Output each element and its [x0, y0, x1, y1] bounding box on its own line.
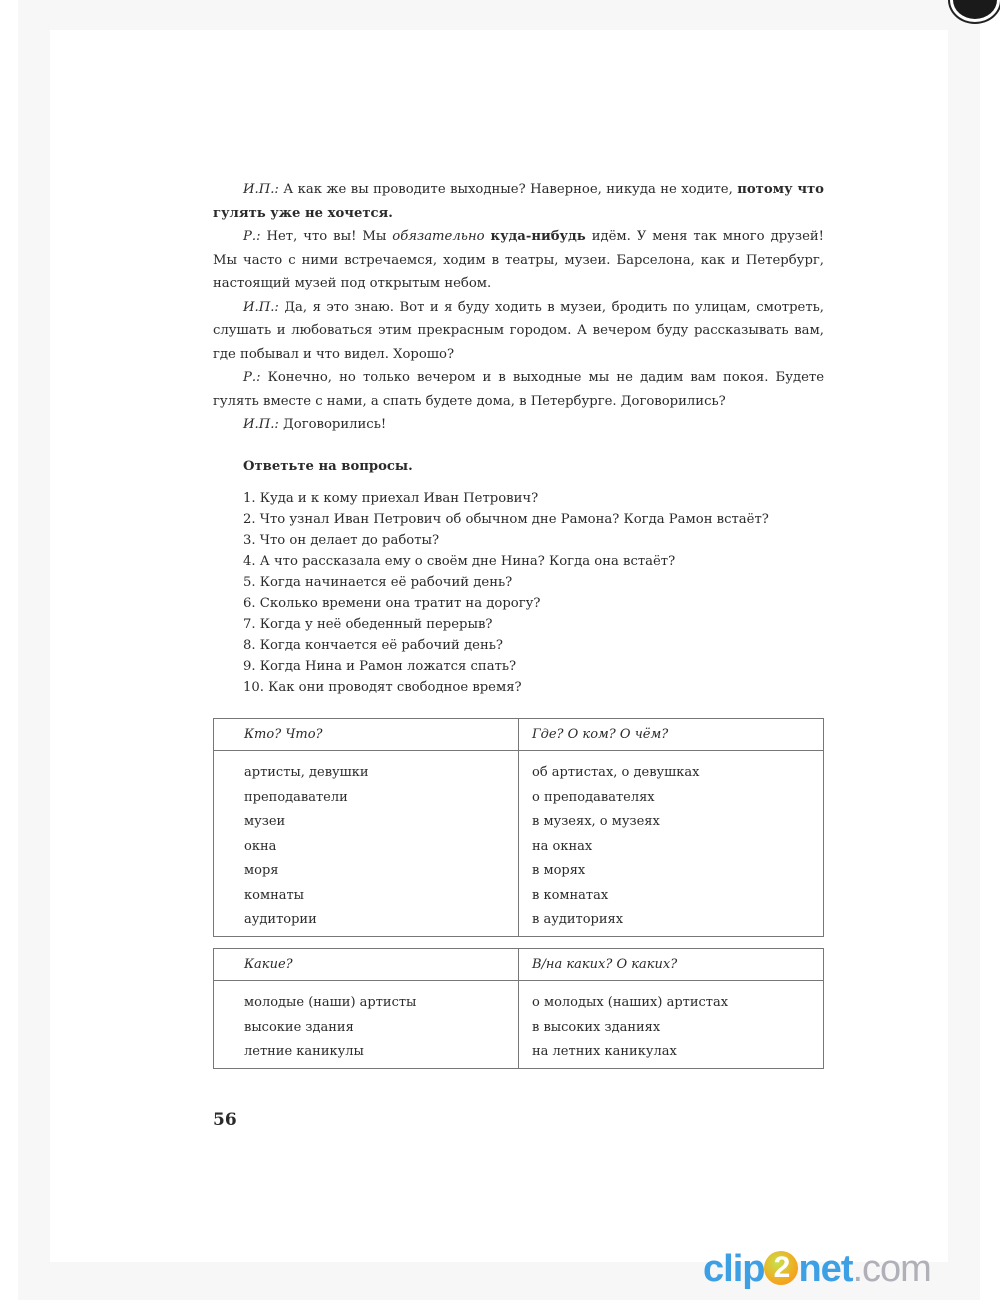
table-cell: в комнатах	[519, 884, 824, 909]
watermark-logo-icon: 2	[764, 1251, 798, 1285]
table-header: Какие?	[214, 949, 519, 981]
dialogue-bold-text: куда-нибудь	[490, 229, 586, 244]
table-cell: об артистах, о девушках	[519, 751, 824, 786]
table-row	[214, 908, 824, 936]
dialogue-line	[213, 178, 824, 225]
table-row	[214, 859, 824, 884]
table-header: Где? О ком? О чём?	[519, 719, 824, 751]
table-cell: комнаты	[214, 884, 519, 909]
table-header: Кто? Что?	[214, 719, 519, 751]
table-cell: в высоких зданиях	[519, 1016, 824, 1041]
question-item: 5. Когда начинается её рабочий день?	[243, 575, 513, 590]
watermark-text: clip	[703, 1248, 765, 1290]
question-item: 6. Сколько времени она тратит на дорогу?	[243, 596, 541, 611]
table-row	[214, 1016, 824, 1041]
dialogue-line	[213, 366, 824, 413]
table-header-row	[214, 949, 824, 981]
speaker-label: И.П.:	[243, 417, 279, 432]
table-cell: окна	[214, 835, 519, 860]
question-item: 9. Когда Нина и Рамон ложатся спать?	[243, 659, 517, 674]
table-cell: в музеях, о музеях	[519, 810, 824, 835]
table-cell: высокие здания	[214, 1016, 519, 1041]
question-item: 7. Когда у неё обеденный перерыв?	[243, 617, 493, 632]
table-cell: музеи	[214, 810, 519, 835]
speaker-label: Р.:	[243, 370, 261, 385]
task-title: Ответьте на вопросы.	[243, 458, 413, 474]
grammar-table-nouns	[213, 718, 824, 937]
question-item: 4. А что рассказала ему о своём дне Нина? Когда она встаёт?	[243, 554, 676, 569]
dialogue-line	[213, 225, 824, 296]
table-cell: артисты, девушки	[214, 751, 519, 786]
dialogue-text: Нет, что вы! Мы	[266, 229, 393, 244]
dialogue-text: Конечно, но только вечером и в выходные мы не дадим вам покоя. Будете гулять вместе с нами, а спать будете дома, в Петербурге. Договорились?	[213, 370, 824, 409]
table-row	[214, 810, 824, 835]
table-row	[214, 786, 824, 811]
table-cell: моря	[214, 859, 519, 884]
table-row	[214, 835, 824, 860]
watermark-domain: .com	[852, 1248, 931, 1290]
table-cell: о молодых (наших) артистах	[519, 981, 824, 1016]
question-item: 10. Как они проводят свободное время?	[243, 680, 522, 695]
table-cell: в аудиториях	[519, 908, 824, 936]
table-cell: молодые (наши) артисты	[214, 981, 519, 1016]
table-cell: на окнах	[519, 835, 824, 860]
dialogue-text: А как же вы проводите выходные? Наверное, никуда не ходите,	[283, 182, 738, 197]
dialogue-text: Да, я это знаю. Вот и я буду ходить в музеи, бродить по улицам, смотреть, слушать и любоваться этим прекрасным городом. А вечером буду рассказывать вам, где побывал и что видел. Хорошо?	[213, 299, 824, 362]
dialogue-text: Договорились!	[283, 417, 387, 432]
dialogue-text: идём. У меня так много друзей! Мы часто с ними встречаемся, ходим в театры, музеи. Барселона, как и Петербург, настоящий музей под открытым небом.	[213, 229, 824, 291]
table-row	[214, 981, 824, 1016]
question-item: 8. Когда кончается её рабочий день?	[243, 638, 503, 653]
table-row	[214, 751, 824, 786]
speaker-label: Р.:	[243, 229, 261, 244]
table-cell: летние каникулы	[214, 1040, 519, 1068]
table-header: В/на каких? О каких?	[519, 949, 824, 981]
table-cell: на летних каникулах	[519, 1040, 824, 1068]
question-item: 3. Что он делает до работы?	[243, 533, 440, 548]
dialogue-line	[213, 413, 824, 437]
question-item: 2. Что узнал Иван Петрович об обычном дне Рамона? Когда Рамон встаёт?	[243, 512, 769, 527]
table-cell: преподаватели	[214, 786, 519, 811]
table-cell: аудитории	[214, 908, 519, 936]
table-row	[214, 884, 824, 909]
grammar-table-adjectives	[213, 948, 824, 1069]
speaker-label: И.П.:	[243, 182, 279, 197]
dialogue-bold-text: потому что гулять уже не хочется.	[213, 182, 824, 221]
table-cell: о преподавателях	[519, 786, 824, 811]
table-row	[214, 1040, 824, 1068]
table-header-row	[214, 719, 824, 751]
watermark-text: net	[798, 1248, 853, 1290]
dialogue-line	[213, 296, 824, 367]
page-number: 56	[213, 1110, 237, 1130]
dialogue-italic-text: обязательно	[392, 229, 485, 244]
question-list	[243, 488, 824, 698]
question-item: 1. Куда и к кому приехал Иван Петрович?	[243, 491, 539, 506]
speaker-label: И.П.:	[243, 299, 279, 315]
watermark-logo	[703, 1248, 931, 1291]
page-content	[213, 178, 824, 698]
table-cell: в морях	[519, 859, 824, 884]
